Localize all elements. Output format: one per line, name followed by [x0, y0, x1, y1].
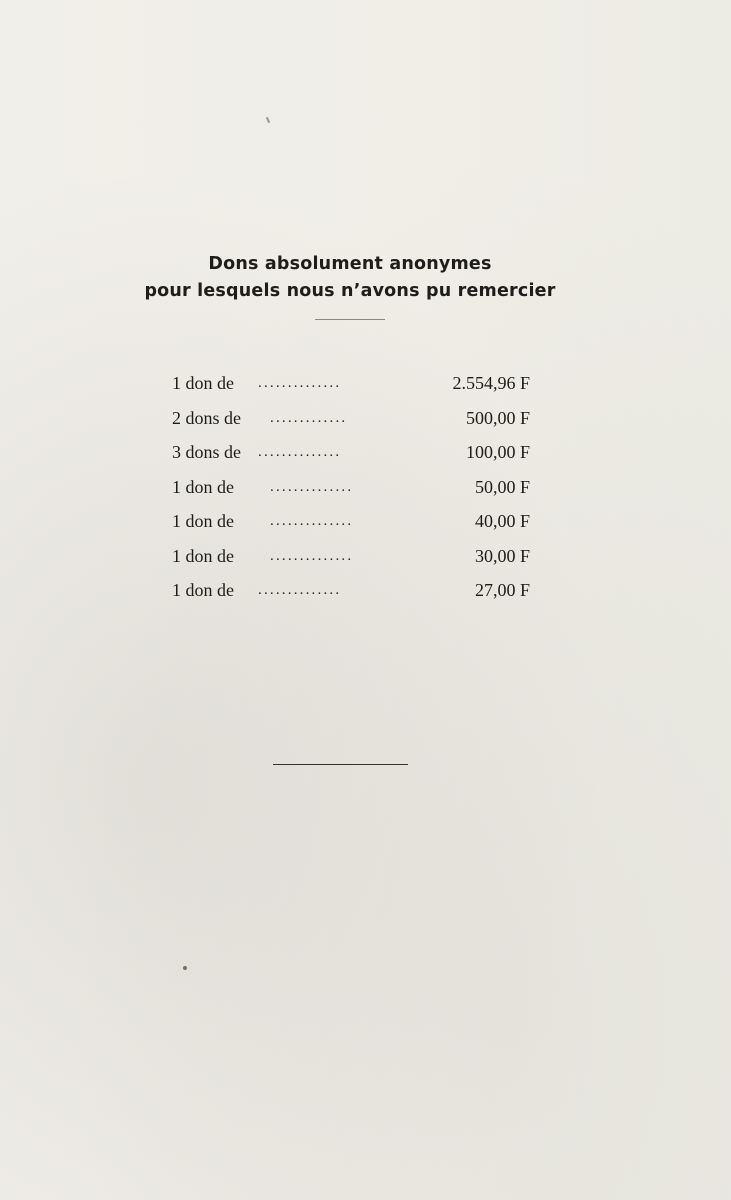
donation-row [172, 472, 532, 507]
dot-leader: .............. [258, 582, 342, 598]
donation-amount: 50,00 F [474, 476, 530, 497]
donation-label: 1 don de [172, 373, 234, 393]
donation-amount: 40,00 F [474, 511, 530, 531]
closing-rule [273, 764, 408, 765]
donation-label: 3 dons de [172, 442, 241, 462]
dot-leader: .............. [270, 478, 354, 495]
paper-mark [266, 117, 270, 123]
donation-label: 1 don de [172, 511, 234, 531]
donation-list [172, 368, 532, 610]
dot-leader: .............. [270, 547, 354, 564]
donation-row [172, 437, 532, 472]
donation-amount: 100,00 F [465, 442, 530, 462]
title-line-1: Dons absolument anonymes [208, 254, 492, 274]
donation-row [172, 403, 532, 438]
dot-leader: ............. [270, 409, 348, 426]
paper-speck [183, 966, 187, 970]
title-line-2: pour lesquels nous n’avons pu remercier [144, 281, 556, 301]
donation-row [172, 368, 532, 403]
donation-amount: 2.554,96 F [452, 373, 530, 393]
donation-amount: 27,00 F [474, 580, 530, 600]
donation-label: 1 don de [172, 476, 234, 497]
title-divider [315, 319, 385, 320]
donation-label: 1 don de [172, 545, 234, 566]
donation-label: 1 don de [172, 580, 234, 600]
donation-row [172, 541, 532, 576]
donation-label: 2 dons de [172, 407, 241, 428]
dot-leader: .............. [258, 375, 342, 391]
donation-amount: 30,00 F [474, 545, 530, 566]
dot-leader: .............. [258, 444, 342, 460]
dot-leader: .............. [270, 513, 354, 529]
donation-row [172, 575, 532, 610]
donation-amount: 500,00 F [465, 407, 530, 428]
page-title [0, 251, 700, 305]
donation-row [172, 506, 532, 541]
